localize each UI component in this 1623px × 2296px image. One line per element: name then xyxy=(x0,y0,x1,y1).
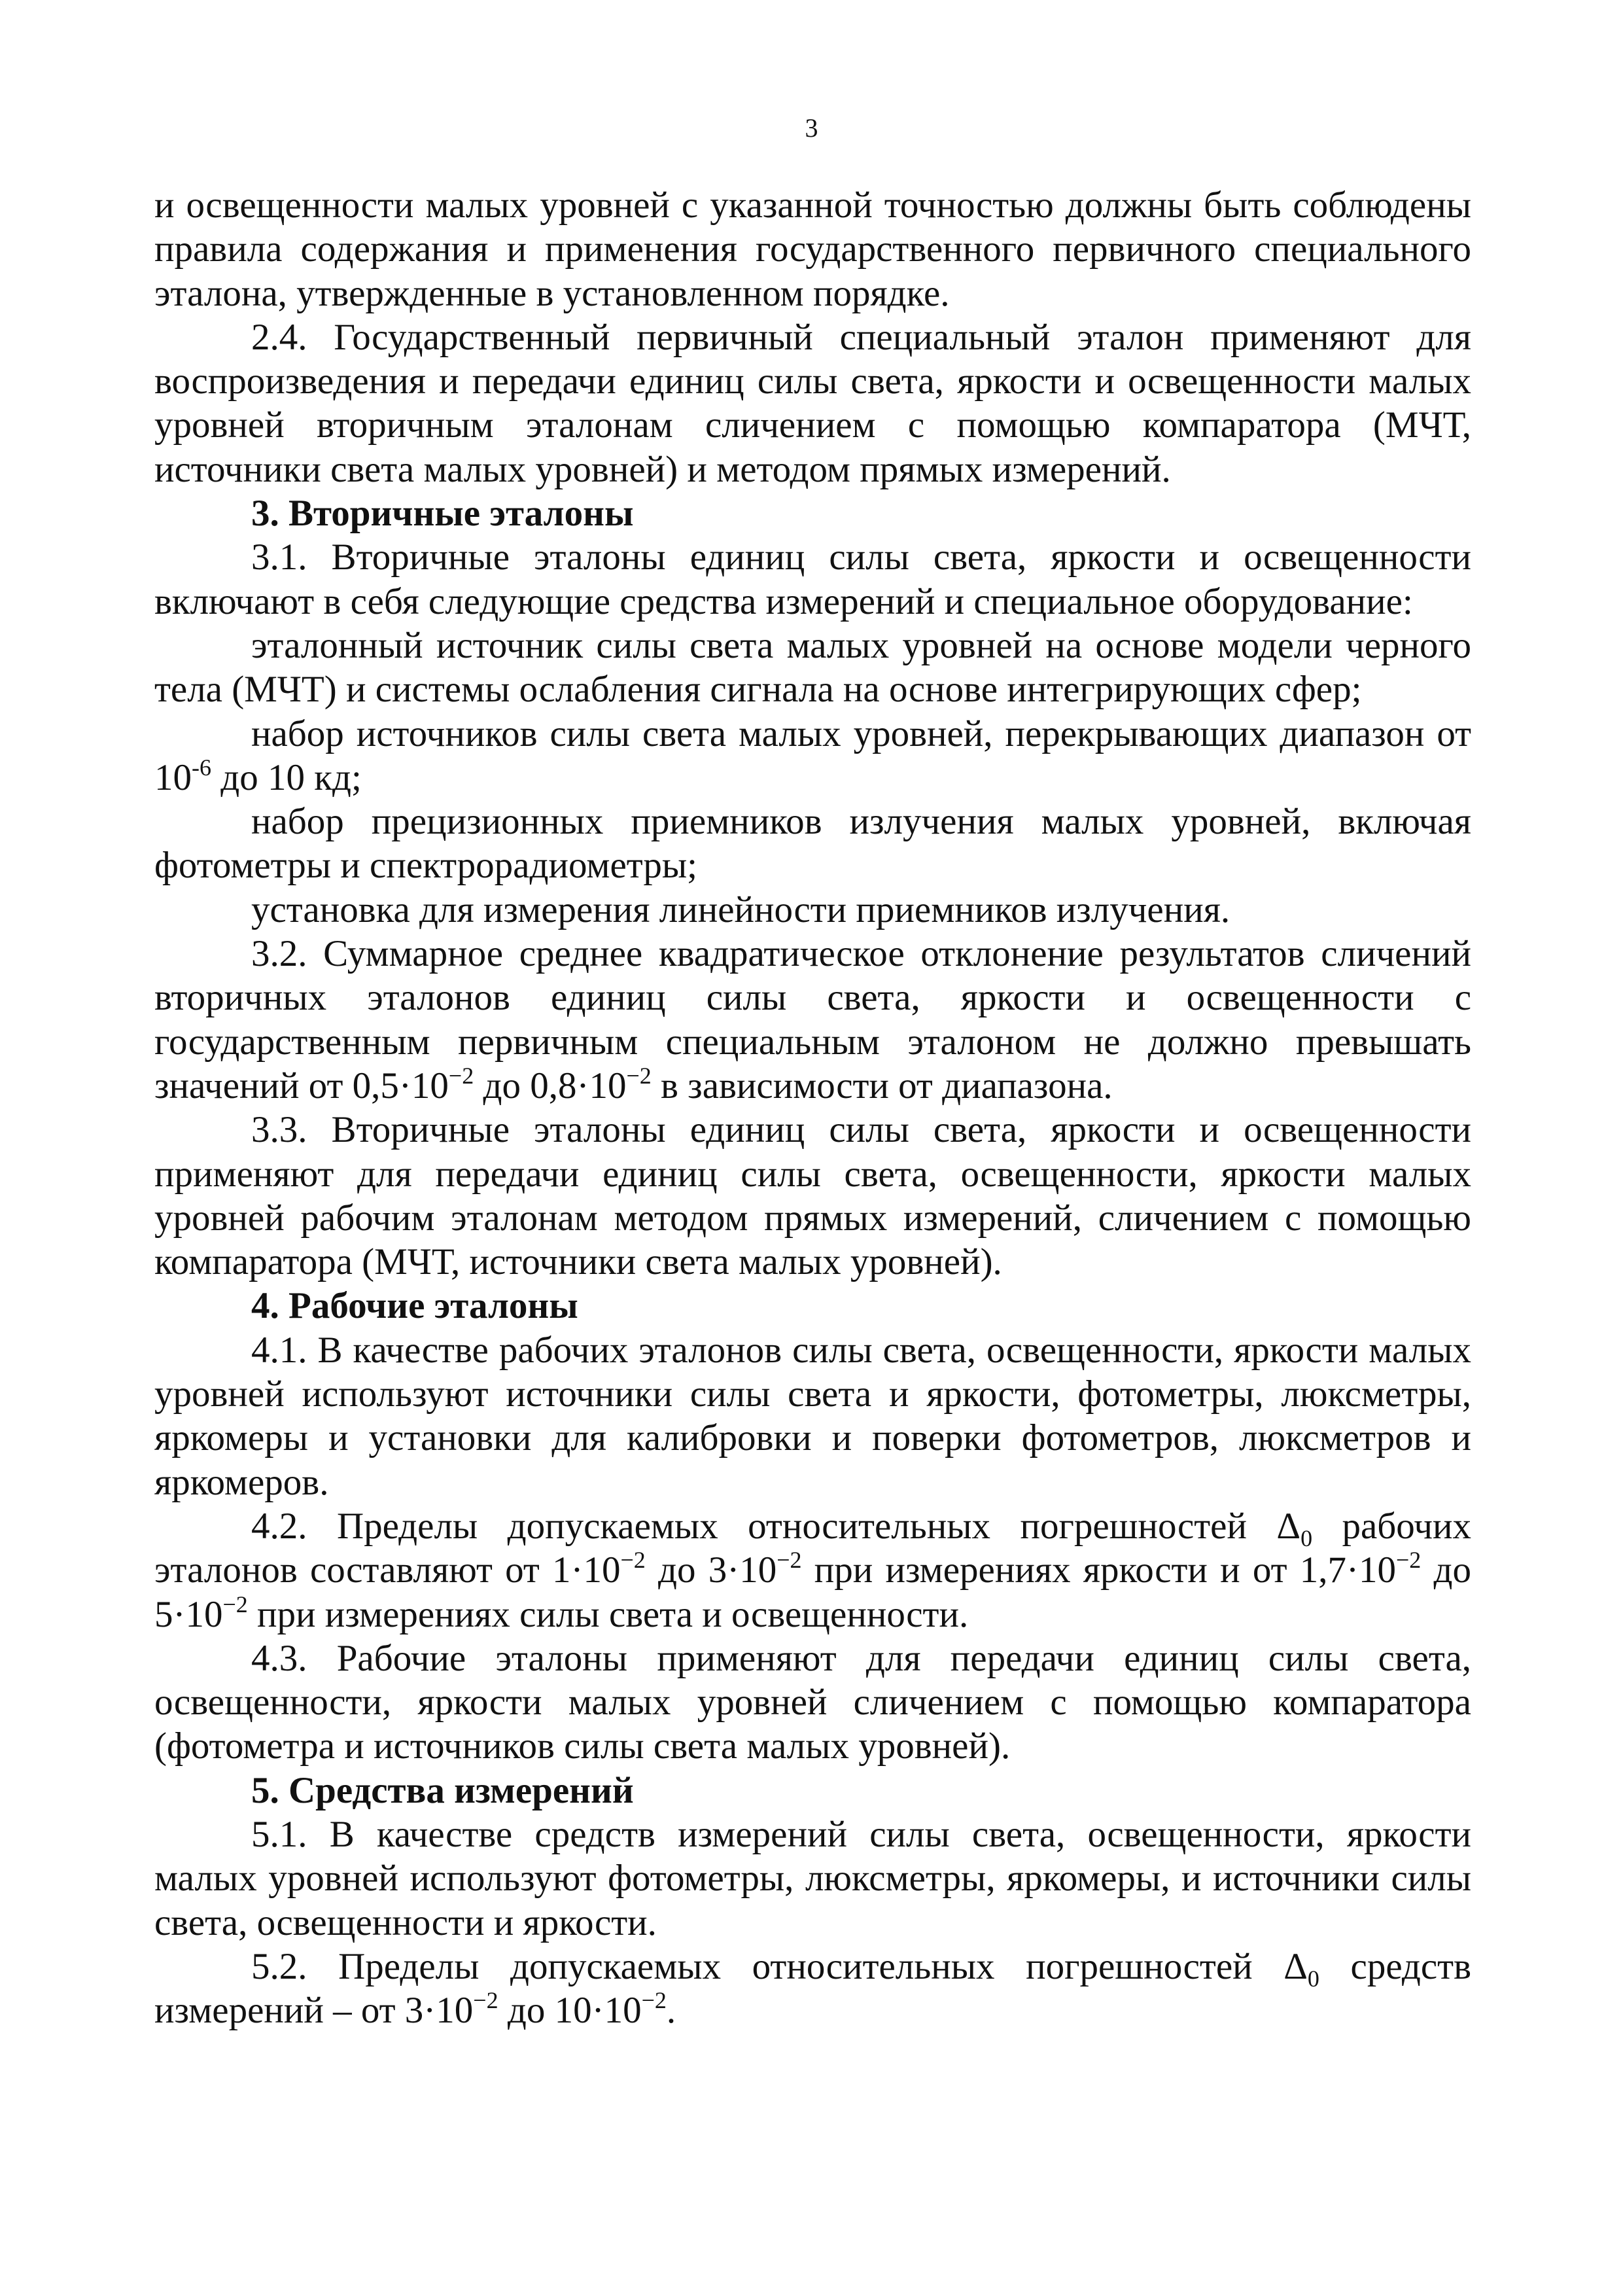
page-number: 3 xyxy=(805,113,818,143)
exponent: −2 xyxy=(777,1547,802,1574)
paragraph-4-1: 4.1. В качестве рабочих эталонов силы света, освещенности, яркости малых уровней используют источники силы света и яркости, фотометры, люксметры, яркомеры и установки для калибровки и поверки фотометров, люксметров и яркомеров. xyxy=(154,1329,1471,1503)
text: до 0,8·10 xyxy=(474,1065,627,1106)
exponent: −2 xyxy=(626,1062,652,1089)
list-item-receivers: набор прецизионных приемников излучения малых уровней, включая фотометры и спектрорадиометры; xyxy=(154,801,1471,887)
exponent: -6 xyxy=(192,754,211,781)
text: при измерениях силы света и освещенности. xyxy=(247,1593,969,1635)
exponent: −2 xyxy=(641,1987,667,2014)
paragraph-3-2 xyxy=(154,932,1471,1108)
exponent: −2 xyxy=(620,1547,646,1574)
paragraph-continuation: и освещенности малых уровней с указанной точностью должны быть соблюдены правила содержания и применения государственного первичного специального эталона, утвержденные в установленном порядке. xyxy=(154,185,1471,314)
list-item-linearity-setup: установка для измерения линейности приемников излучения. xyxy=(251,889,1230,930)
paragraph-4-3: 4.3. Рабочие эталоны применяют для передачи единиц силы света, освещенности, яркости малых уровней сличением с помощью компаратора (фотометра и источников силы света малых уровней). xyxy=(154,1637,1471,1767)
paragraph-3-3: 3.3. Вторичные эталоны единиц силы света, яркости и освещенности применяют для передачи единиц силы света, освещенности, яркости малых уровней рабочим эталонам методом прямых измерений, сличением с помощью компаратора (МЧТ, источники света малых уровней). xyxy=(154,1109,1471,1283)
text: до 3·10 xyxy=(645,1549,777,1591)
exponent: −2 xyxy=(1395,1547,1422,1574)
paragraph-4-2 xyxy=(154,1504,1471,1636)
text: набор источников силы света малых уровней, перекрывающих диапазон от 10 xyxy=(154,713,1471,798)
text: до 5·10 xyxy=(154,1549,1471,1635)
exponent: −2 xyxy=(448,1062,474,1089)
subscript: 0 xyxy=(1300,1525,1313,1551)
text: 5.2. Пределы допускаемых относительных погрешностей Δ xyxy=(251,1945,1308,1987)
paragraph-2-4: 2.4. Государственный первичный специальный эталон применяют для воспроизведения и передачи единиц силы света, яркости и освещенности малых уровней вторичным эталонам сличением с помощью компаратора (МЧТ, источники света малых уровней) и методом прямых измерений. xyxy=(154,316,1471,490)
text: рабочих эталонов составляют от 1·10 xyxy=(154,1505,1471,1591)
heading-secondary-standards: 3. Вторичные эталоны xyxy=(251,493,634,535)
exponent: −2 xyxy=(222,1591,248,1617)
paragraph-5-2 xyxy=(154,1945,1471,2033)
paragraph-3-1: 3.1. Вторичные эталоны единиц силы света, яркости и освещенности включают в себя следующие средства измерений и специальное оборудование: xyxy=(154,537,1471,622)
text: при измерениях яркости и от 1,7·10 xyxy=(801,1549,1396,1591)
list-item-reference-source: эталонный источник силы света малых уровней на основе модели черного тела (МЧТ) и системы ослабления сигнала на основе интегрирующих сфер; xyxy=(154,624,1471,711)
text: . xyxy=(666,1990,676,2032)
text: в зависимости от диапазона. xyxy=(651,1065,1113,1106)
text: 3.2. Суммарное среднее квадратическое отклонение результатов сличений вторичных эталонов единиц силы света, яркости и освещенности с государственным первичным специальным эталоном не должно превышать значений от 0,5·10 xyxy=(154,933,1471,1106)
text: до 10·10 xyxy=(498,1990,642,2032)
subscript: 0 xyxy=(1307,1965,1319,1992)
text: средств измерений – от 3·10 xyxy=(154,1945,1471,2032)
exponent: −2 xyxy=(473,1987,498,2014)
paragraph-5-1: 5.1. В качестве средств измерений силы света, освещенности, яркости малых уровней используют фотометры, люксметры, яркомеры, и источники силы света, освещенности и яркости. xyxy=(154,1813,1471,1943)
heading-measuring-instruments: 5. Средства измерений xyxy=(251,1769,634,1811)
document-body xyxy=(154,183,1471,2032)
heading-working-standards: 4. Рабочие эталоны xyxy=(251,1285,578,1327)
text: 4.2. Пределы допускаемых относительных погрешностей Δ xyxy=(251,1505,1301,1547)
list-item-source-set xyxy=(154,712,1471,800)
text: до 10 кд; xyxy=(211,756,362,798)
